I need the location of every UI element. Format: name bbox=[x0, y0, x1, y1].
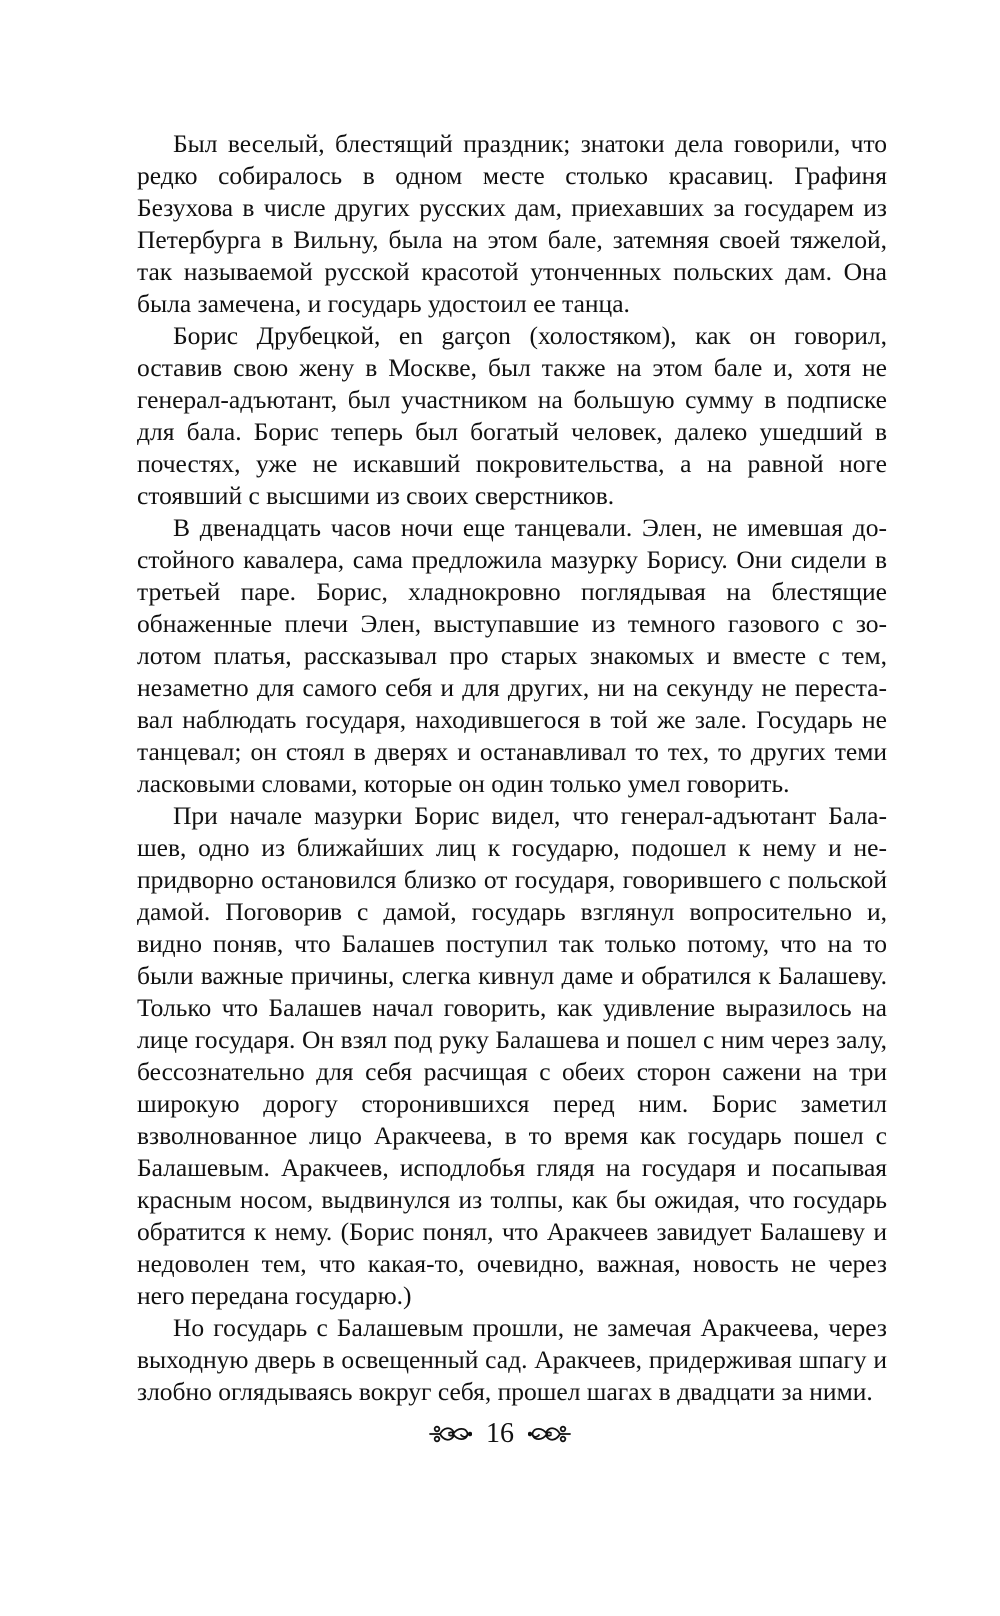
page-number: 16 bbox=[486, 1418, 514, 1449]
flourish-right-icon bbox=[528, 1423, 572, 1445]
paragraph-1: Был веселый, блестящий праздник; знатоки дела говорили, что редко собиралось в одном месте столько красавиц. Графиня Безухова в числе других русских дам, приехавших за государем из Петербурга в Вильну, была на этом бале, затемняя своей тяжелой, так называемой русской красотой утонченных польских дам. Она была замечена, и государь удостоил ее танца. bbox=[137, 129, 887, 318]
paragraph-5: Но государь с Балашевым прошли, не замечая Аракчеева, через выходную дверь в освещенный сад. Аракчеев, придерживая шпагу и злобно оглядываясь вокруг себя, прошел шагах в двадцати за ними. bbox=[137, 1313, 887, 1406]
paragraph-3: В двенадцать часов ночи еще танцевали. Элен, не имевшая достойного кавалера, сама предложила мазурку Борису. Они сидели в третьей паре. Борис, хладнокровно поглядывая на блестящие обнаженные плечи Элен, выступавшие из темного газового с золотом платья, рассказывал про старых знакомых и вместе с тем, незаметно для самого себя и для других, ни на секунду не переставал наблюдать государя, находившегося в той же зале. Государь не танцевал; он стоял в дверях и останавливал то тех, то других теми ласковыми словами, которые он один только умел говорить. bbox=[137, 513, 887, 798]
page-footer bbox=[0, 1420, 1000, 1448]
body-text bbox=[137, 128, 887, 1408]
flourish-left-icon bbox=[428, 1423, 472, 1445]
paragraph-4: При начале мазурки Борис видел, что генерал-адъютант Балашев, одно из ближайших лиц к государю, подошел к нему и непридворно остановился близко от государя, говорившего с польской дамой. Поговорив с дамой, государь взглянул вопросительно и, видно поняв, что Балашев поступил так только потому, что на то были важные причины, слегка кивнул даме и обратился к Балашеву. Только что Балашев начал говорить, как удивление выразилось на лице государя. Он взял под руку Балашева и пошел с ним через залу, бессознательно для себя расчищая с обеих сторон сажени на три широкую дорогу сторонившихся перед ним. Борис заметил взволнованное лицо Аракчеева, в то время как государь пошел с Балашевым. Аракчеев, исподлобья глядя на государя и посапывая красным носом, выдвинулся из толпы, как бы ожидая, что государь обратится к нему. (Борис понял, что Аракчеев завидует Балашеву и недоволен тем, что какая-то, очевидно, важная, новость не через него передана государю.) bbox=[137, 801, 887, 1310]
paragraph-2: Борис Друбецкой, en garçon (холостяком), как он говорил, оставив свою жену в Москве, был также на этом бале и, хотя не генерал-адъютант, был участником на большую сумму в подписке для бала. Борис теперь был богатый человек, далеко ушедший в почестях, уже не искавший покровительства, а на равной ноге стоявший с высшими из своих сверстников. bbox=[137, 321, 887, 510]
